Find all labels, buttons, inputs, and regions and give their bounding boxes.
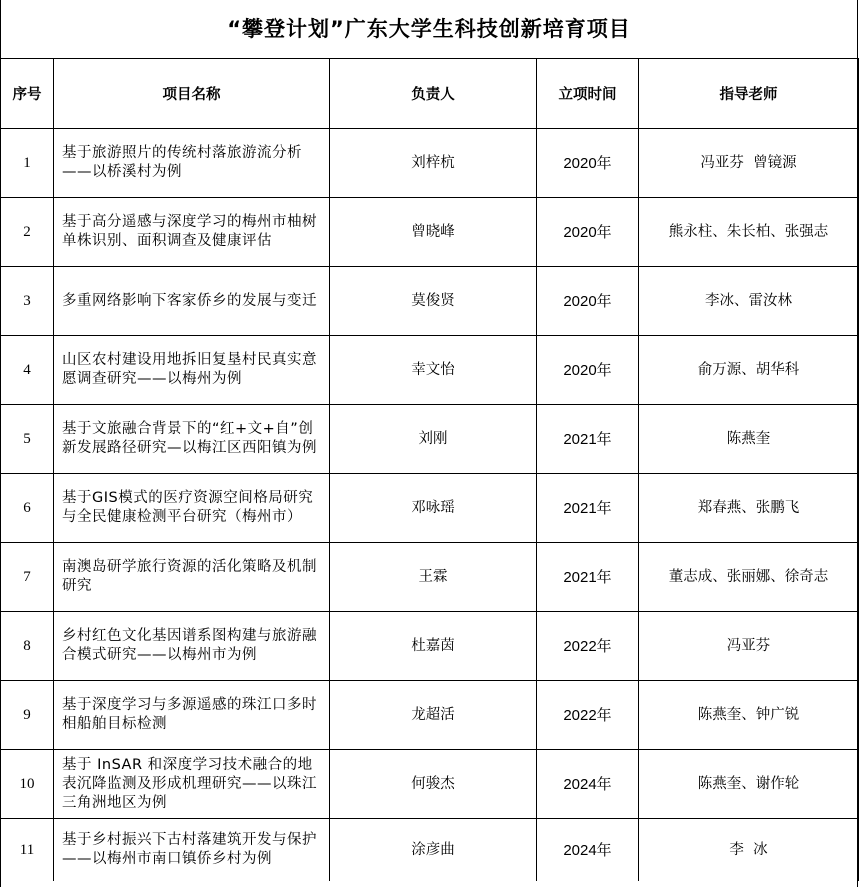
cell-leader: 曾晓峰 xyxy=(330,198,537,267)
cell-advisor: 郑春燕、张鹏飞 xyxy=(639,474,859,543)
cell-leader: 刘刚 xyxy=(330,405,537,474)
cell-year: 2020年 xyxy=(537,198,639,267)
cell-advisor: 冯亚芬 xyxy=(639,612,859,681)
cell-leader: 何骏杰 xyxy=(330,750,537,819)
table-row xyxy=(1,129,859,198)
cell-project-name: 南澳岛研学旅行资源的活化策略及机制研究 xyxy=(54,543,330,612)
cell-seq: 4 xyxy=(1,336,54,405)
cell-project-name: 山区农村建设用地拆旧复垦村民真实意愿调查研究——以梅州为例 xyxy=(54,336,330,405)
cell-advisor: 陈燕奎、谢作轮 xyxy=(639,750,859,819)
cell-seq: 6 xyxy=(1,474,54,543)
cell-advisor: 董志成、张丽娜、徐奇志 xyxy=(639,543,859,612)
cell-project-name: 基于深度学习与多源遥感的珠江口多时相船舶目标检测 xyxy=(54,681,330,750)
cell-leader: 莫俊贤 xyxy=(330,267,537,336)
cell-seq: 10 xyxy=(1,750,54,819)
cell-seq: 9 xyxy=(1,681,54,750)
cell-seq: 11 xyxy=(1,819,54,882)
cell-year: 2021年 xyxy=(537,543,639,612)
cell-project-name: 基于高分遥感与深度学习的梅州市柚树单株识别、面积调查及健康评估 xyxy=(54,198,330,267)
header-advisor: 指导老师 xyxy=(639,59,859,129)
cell-leader: 杜嘉茵 xyxy=(330,612,537,681)
cell-leader: 王霖 xyxy=(330,543,537,612)
table-row xyxy=(1,198,859,267)
cell-year: 2020年 xyxy=(537,336,639,405)
cell-seq: 8 xyxy=(1,612,54,681)
cell-year: 2022年 xyxy=(537,612,639,681)
cell-advisor: 陈燕奎、钟广锐 xyxy=(639,681,859,750)
cell-year: 2024年 xyxy=(537,750,639,819)
table-row xyxy=(1,750,859,819)
cell-leader: 龙超活 xyxy=(330,681,537,750)
projects-table xyxy=(0,58,859,881)
cell-leader: 幸文怡 xyxy=(330,336,537,405)
table-row xyxy=(1,681,859,750)
cell-project-name: 基于乡村振兴下古村落建筑开发与保护——以梅州市南口镇侨乡村为例 xyxy=(54,819,330,882)
cell-year: 2021年 xyxy=(537,474,639,543)
cell-project-name: 乡村红色文化基因谱系图构建与旅游融合模式研究——以梅州市为例 xyxy=(54,612,330,681)
header-project-name: 项目名称 xyxy=(54,59,330,129)
cell-advisor: 陈燕奎 xyxy=(639,405,859,474)
cell-advisor: 冯亚芬 曾镜源 xyxy=(639,129,859,198)
cell-project-name: 基于旅游照片的传统村落旅游流分析——以桥溪村为例 xyxy=(54,129,330,198)
header-year: 立项时间 xyxy=(537,59,639,129)
cell-project-name: 基于 InSAR 和深度学习技术融合的地表沉降监测及形成机理研究——以珠江三角洲地区为例 xyxy=(54,750,330,819)
cell-seq: 7 xyxy=(1,543,54,612)
header-leader: 负责人 xyxy=(330,59,537,129)
cell-advisor: 李 冰 xyxy=(639,819,859,882)
table-row xyxy=(1,819,859,882)
cell-advisor: 熊永柱、朱长柏、张强志 xyxy=(639,198,859,267)
header-row xyxy=(1,59,859,129)
table-row xyxy=(1,336,859,405)
page-title: “攀登计划”广东大学生科技创新培育项目 xyxy=(227,17,631,41)
cell-seq: 3 xyxy=(1,267,54,336)
cell-year: 2020年 xyxy=(537,267,639,336)
cell-leader: 刘梓杭 xyxy=(330,129,537,198)
cell-project-name: 基于文旅融合背景下的“红+文+自”创新发展路径研究—以梅江区西阳镇为例 xyxy=(54,405,330,474)
cell-leader: 涂彦曲 xyxy=(330,819,537,882)
cell-seq: 2 xyxy=(1,198,54,267)
cell-year: 2022年 xyxy=(537,681,639,750)
table-row xyxy=(1,474,859,543)
header-seq: 序号 xyxy=(1,59,54,129)
cell-year: 2024年 xyxy=(537,819,639,882)
cell-leader: 邓咏瑶 xyxy=(330,474,537,543)
cell-advisor: 李冰、雷汝林 xyxy=(639,267,859,336)
table-row xyxy=(1,267,859,336)
table-row xyxy=(1,405,859,474)
cell-year: 2020年 xyxy=(537,129,639,198)
cell-year: 2021年 xyxy=(537,405,639,474)
table-row xyxy=(1,612,859,681)
cell-advisor: 俞万源、胡华科 xyxy=(639,336,859,405)
cell-seq: 1 xyxy=(1,129,54,198)
cell-project-name: 基于GIS模式的医疗资源空间格局研究与全民健康检测平台研究（梅州市） xyxy=(54,474,330,543)
cell-project-name: 多重网络影响下客家侨乡的发展与变迁 xyxy=(54,267,330,336)
cell-seq: 5 xyxy=(1,405,54,474)
table-row xyxy=(1,543,859,612)
